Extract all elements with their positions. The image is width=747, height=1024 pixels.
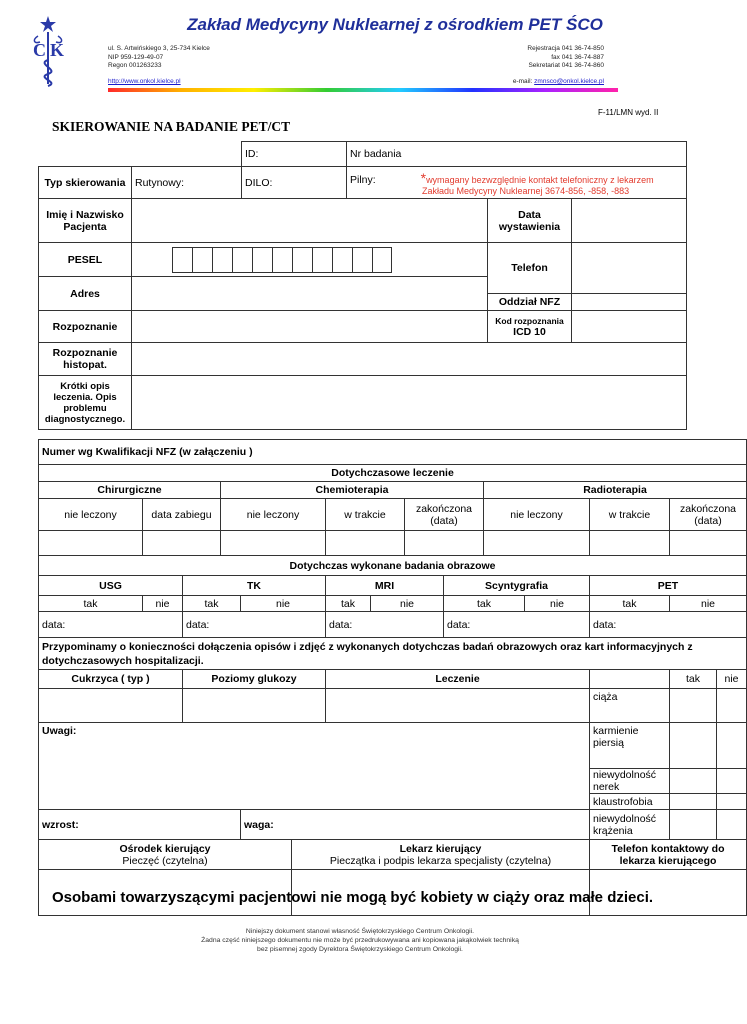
pesel-label: PESEL bbox=[39, 243, 132, 277]
pet-data[interactable]: data: bbox=[590, 612, 747, 638]
tk-nie[interactable]: nie bbox=[241, 596, 326, 612]
contact-registration: Rejestracja 041 36-74-850 bbox=[527, 45, 604, 52]
usg-nie[interactable]: nie bbox=[143, 596, 183, 612]
contact-secretariat: Sekretariat 041 36-74-860 bbox=[528, 62, 604, 69]
chemo-zakonczona-field[interactable] bbox=[405, 531, 484, 556]
chir-nie-leczony-field[interactable] bbox=[39, 531, 143, 556]
tk-header: TK bbox=[183, 576, 326, 596]
document-title: SKIEROWANIE NA BADANIE PET/CT bbox=[52, 119, 291, 134]
contact-block bbox=[470, 45, 604, 71]
pet-nie[interactable]: nie bbox=[670, 596, 747, 612]
pesel-digit-box[interactable] bbox=[352, 247, 372, 273]
usg-tak[interactable]: tak bbox=[39, 596, 143, 612]
footer-line: bez pisemnej zgody Dyrektora Świętokrzyskiego Centrum Onkologii. bbox=[257, 945, 463, 953]
data-wystawienia-label: Data wystawienia bbox=[488, 199, 572, 243]
address-block bbox=[108, 45, 210, 71]
rutynowy-option[interactable]: Rutynowy: bbox=[132, 167, 242, 199]
cukrzyca-header: Cukrzyca ( typ ) bbox=[39, 670, 183, 689]
nerki-nie[interactable] bbox=[717, 769, 747, 794]
cukrzyca-field[interactable] bbox=[39, 689, 183, 723]
chir-data-field[interactable] bbox=[143, 531, 221, 556]
chemo-zakonczona[interactable]: zakończona (data) bbox=[405, 499, 484, 531]
email-block bbox=[470, 78, 604, 87]
typ-skierowania-label: Typ skierowania bbox=[39, 167, 132, 199]
chemo-nie-leczony-field[interactable] bbox=[221, 531, 326, 556]
condition-ciaza: ciąża bbox=[590, 689, 670, 723]
kod-rozpoznania-label: Kod rozpoznania bbox=[495, 315, 564, 326]
contact-fax: fax 041 36-74-887 bbox=[551, 53, 604, 61]
scynt-nie[interactable]: nie bbox=[525, 596, 590, 612]
krotki-opis-field[interactable] bbox=[132, 376, 687, 430]
pilny-option[interactable] bbox=[347, 167, 687, 199]
radio-zakonczona-field[interactable] bbox=[670, 531, 747, 556]
mri-nie[interactable]: nie bbox=[371, 596, 444, 612]
ciaza-nie[interactable] bbox=[717, 689, 747, 723]
krotki-opis-label: Krótki opis leczenia. Opis problemu diagnostycznego. bbox=[39, 376, 132, 430]
conditions-tak-header: tak bbox=[670, 670, 717, 689]
icd10-label: ICD 10 bbox=[513, 325, 546, 338]
footer-line: Żadna część niniejszego dokumentu nie może być przedrukowywana ani kopiowana jakąkolwiek techniką bbox=[201, 936, 519, 944]
karmienie-tak[interactable] bbox=[670, 723, 717, 769]
telefon-label: Telefon bbox=[488, 243, 572, 294]
sco-logo bbox=[28, 14, 68, 88]
conditions-nie-header: nie bbox=[717, 670, 747, 689]
regon-line: Regon 001263233 bbox=[108, 62, 162, 69]
numer-nfz-label[interactable]: Numer wg Kwalifikacji NFZ (w załączeniu ) bbox=[39, 440, 747, 465]
lekarz-header bbox=[292, 840, 590, 870]
dilo-option[interactable]: DILO: bbox=[242, 167, 347, 199]
krazenie-tak[interactable] bbox=[670, 810, 717, 840]
pesel-boxes[interactable] bbox=[172, 247, 487, 273]
glukozy-field[interactable] bbox=[183, 689, 326, 723]
patient-section bbox=[38, 141, 687, 430]
chemo-w-trakcie-field[interactable] bbox=[326, 531, 405, 556]
osrodek-label: Ośrodek kierujący bbox=[119, 842, 211, 855]
pesel-digit-box[interactable] bbox=[312, 247, 332, 273]
mri-header: MRI bbox=[326, 576, 444, 596]
footer-line: Niniejszy dokument stanowi własność Świętokrzyskiego Centrum Onkologii. bbox=[245, 928, 475, 935]
ciaza-tak[interactable] bbox=[670, 689, 717, 723]
usg-data[interactable]: data: bbox=[39, 612, 183, 638]
adres-label: Adres bbox=[39, 277, 132, 311]
krazenie-nie[interactable] bbox=[717, 810, 747, 840]
radio-nie-leczony[interactable]: nie leczony bbox=[484, 499, 590, 531]
przypomnienie-note: Przypominamy o konieczności dołączenia opisów i zdjęć z wykonanych dotychczas badań obrazowych oraz kart informacyjnych z dotychczasowych hospitalizacji. bbox=[39, 638, 747, 670]
adres-field[interactable] bbox=[132, 277, 488, 311]
pieczec-label: Pieczęć (czytelna) bbox=[122, 854, 208, 867]
oddzial-nfz-field[interactable] bbox=[572, 294, 687, 311]
pesel-digit-box[interactable] bbox=[272, 247, 292, 273]
lekarz-label: Lekarz kierujący bbox=[399, 842, 482, 855]
radio-w-trakcie-field[interactable] bbox=[590, 531, 670, 556]
nip-line: NIP 959-129-49-07 bbox=[108, 53, 164, 61]
pilny-label: Pilny: bbox=[350, 174, 376, 186]
klaustrofobia-tak[interactable] bbox=[670, 794, 717, 810]
scyntygrafia-header: Scyntygrafia bbox=[444, 576, 590, 596]
chemo-w-trakcie[interactable]: w trakcie bbox=[326, 499, 405, 531]
radioterapia-header: Radioterapia bbox=[484, 482, 747, 499]
leczenie-header: Leczenie bbox=[326, 670, 590, 689]
imie-field[interactable] bbox=[132, 199, 488, 243]
institution-title: Zakład Medycyny Nuklearnej z ośrodkiem PET ŚCO bbox=[187, 15, 603, 34]
scynt-data[interactable]: data: bbox=[444, 612, 590, 638]
pesel-digit-box[interactable] bbox=[212, 247, 232, 273]
data-wystawienia-field[interactable] bbox=[572, 199, 687, 243]
pesel-digit-box[interactable] bbox=[252, 247, 272, 273]
pesel-field[interactable] bbox=[132, 243, 488, 277]
treatment-section bbox=[38, 439, 747, 916]
dotychczasowe-leczenie-header: Dotychczasowe leczenie bbox=[39, 465, 747, 482]
condition-karmienie: karmienie piersią bbox=[590, 723, 670, 769]
rozpoznanie-field[interactable] bbox=[132, 311, 488, 343]
svg-text:C: C bbox=[33, 40, 46, 60]
chir-nie-leczony[interactable]: nie leczony bbox=[39, 499, 143, 531]
wykonane-badania-header: Dotychczas wykonane badania obrazowe bbox=[39, 556, 747, 576]
pet-tak[interactable]: tak bbox=[590, 596, 670, 612]
radio-w-trakcie[interactable]: w trakcie bbox=[590, 499, 670, 531]
condition-krazenie: niewydolność krążenia bbox=[590, 810, 670, 840]
pilny-note-phones: Zakładu Medycyny Nuklearnej 3674-856, -858, -883 bbox=[422, 186, 630, 196]
uwagi-field[interactable] bbox=[39, 723, 590, 810]
usg-header: USG bbox=[39, 576, 183, 596]
rainbow-divider bbox=[108, 88, 618, 92]
id-field[interactable]: ID: bbox=[242, 142, 347, 167]
telefon-kontaktowy-label: Telefon kontaktowy do lekarza kierującego bbox=[590, 840, 747, 870]
nr-badania-field[interactable]: Nr badania bbox=[347, 142, 687, 167]
nerki-tak[interactable] bbox=[670, 769, 717, 794]
email-label: e-mail: bbox=[512, 78, 533, 85]
address-line: ul. S. Artwińskiego 3, 25-734 Kielce bbox=[108, 45, 210, 52]
pesel-digit-box[interactable] bbox=[332, 247, 352, 273]
waga-field[interactable]: waga: bbox=[241, 810, 590, 840]
radio-zakonczona[interactable]: zakończona (data) bbox=[670, 499, 747, 531]
pesel-digit-box[interactable] bbox=[372, 247, 392, 273]
pet-header: PET bbox=[590, 576, 747, 596]
wzrost-field[interactable]: wzrost: bbox=[39, 810, 241, 840]
chirurgiczne-header: Chirurgiczne bbox=[39, 482, 221, 499]
companion-warning: Osobami towarzyszącymi pacjentowi nie mogą być kobiety w ciąży oraz małe dzieci. bbox=[52, 889, 654, 906]
email-link[interactable]: zmnsco@onkol.kielce.pl bbox=[534, 78, 604, 85]
leczenie-field[interactable] bbox=[326, 689, 590, 723]
mri-tak[interactable]: tak bbox=[326, 596, 371, 612]
scynt-tak[interactable]: tak bbox=[444, 596, 525, 612]
pesel-digit-box[interactable] bbox=[172, 247, 192, 273]
imie-label: Imię i Nazwisko Pacjenta bbox=[39, 199, 132, 243]
form-number: F-11/LMN wyd. II bbox=[598, 108, 659, 117]
pieczatka-label: Pieczątka i podpis lekarza specjalisty (czytelna) bbox=[329, 854, 552, 867]
icd-label-cell bbox=[488, 311, 572, 343]
rozpoznanie-histopat-label: Rozpoznanie histopat. bbox=[39, 343, 132, 376]
glukozy-header: Poziomy glukozy bbox=[183, 670, 326, 689]
oddzial-nfz-label: Oddział NFZ bbox=[488, 294, 572, 311]
chemioterapia-header: Chemioterapia bbox=[221, 482, 484, 499]
condition-klaustrofobia: klaustrofobia bbox=[590, 794, 670, 810]
condition-nerki: niewydolność nerek bbox=[590, 769, 670, 794]
svg-text:K: K bbox=[50, 40, 65, 60]
klaustrofobia-nie[interactable] bbox=[717, 794, 747, 810]
pesel-digit-box[interactable] bbox=[232, 247, 252, 273]
mri-data[interactable]: data: bbox=[326, 612, 444, 638]
chemo-nie-leczony[interactable]: nie leczony bbox=[221, 499, 326, 531]
pesel-digit-box[interactable] bbox=[292, 247, 312, 273]
radio-nie-leczony-field[interactable] bbox=[484, 531, 590, 556]
osrodek-header bbox=[39, 840, 292, 870]
tk-tak[interactable]: tak bbox=[183, 596, 241, 612]
tk-data[interactable]: data: bbox=[183, 612, 326, 638]
website-link[interactable]: http://www.onkol.kielce.pl bbox=[108, 78, 181, 85]
pilny-star: * bbox=[420, 170, 427, 186]
karmienie-nie[interactable] bbox=[717, 723, 747, 769]
telefon-field[interactable] bbox=[572, 243, 687, 294]
chir-data-zabiegu[interactable]: data zabiegu bbox=[143, 499, 221, 531]
footer-notice bbox=[120, 928, 600, 954]
rozpoznanie-histopat-field[interactable] bbox=[132, 343, 687, 376]
pesel-digit-box[interactable] bbox=[192, 247, 212, 273]
pilny-note: wymagany bezwzględnie kontakt telefoniczny z lekarzem bbox=[426, 175, 654, 185]
uwagi-label: Uwagi: bbox=[42, 725, 77, 737]
rozpoznanie-label: Rozpoznanie bbox=[39, 311, 132, 343]
icd10-field[interactable] bbox=[572, 311, 687, 343]
